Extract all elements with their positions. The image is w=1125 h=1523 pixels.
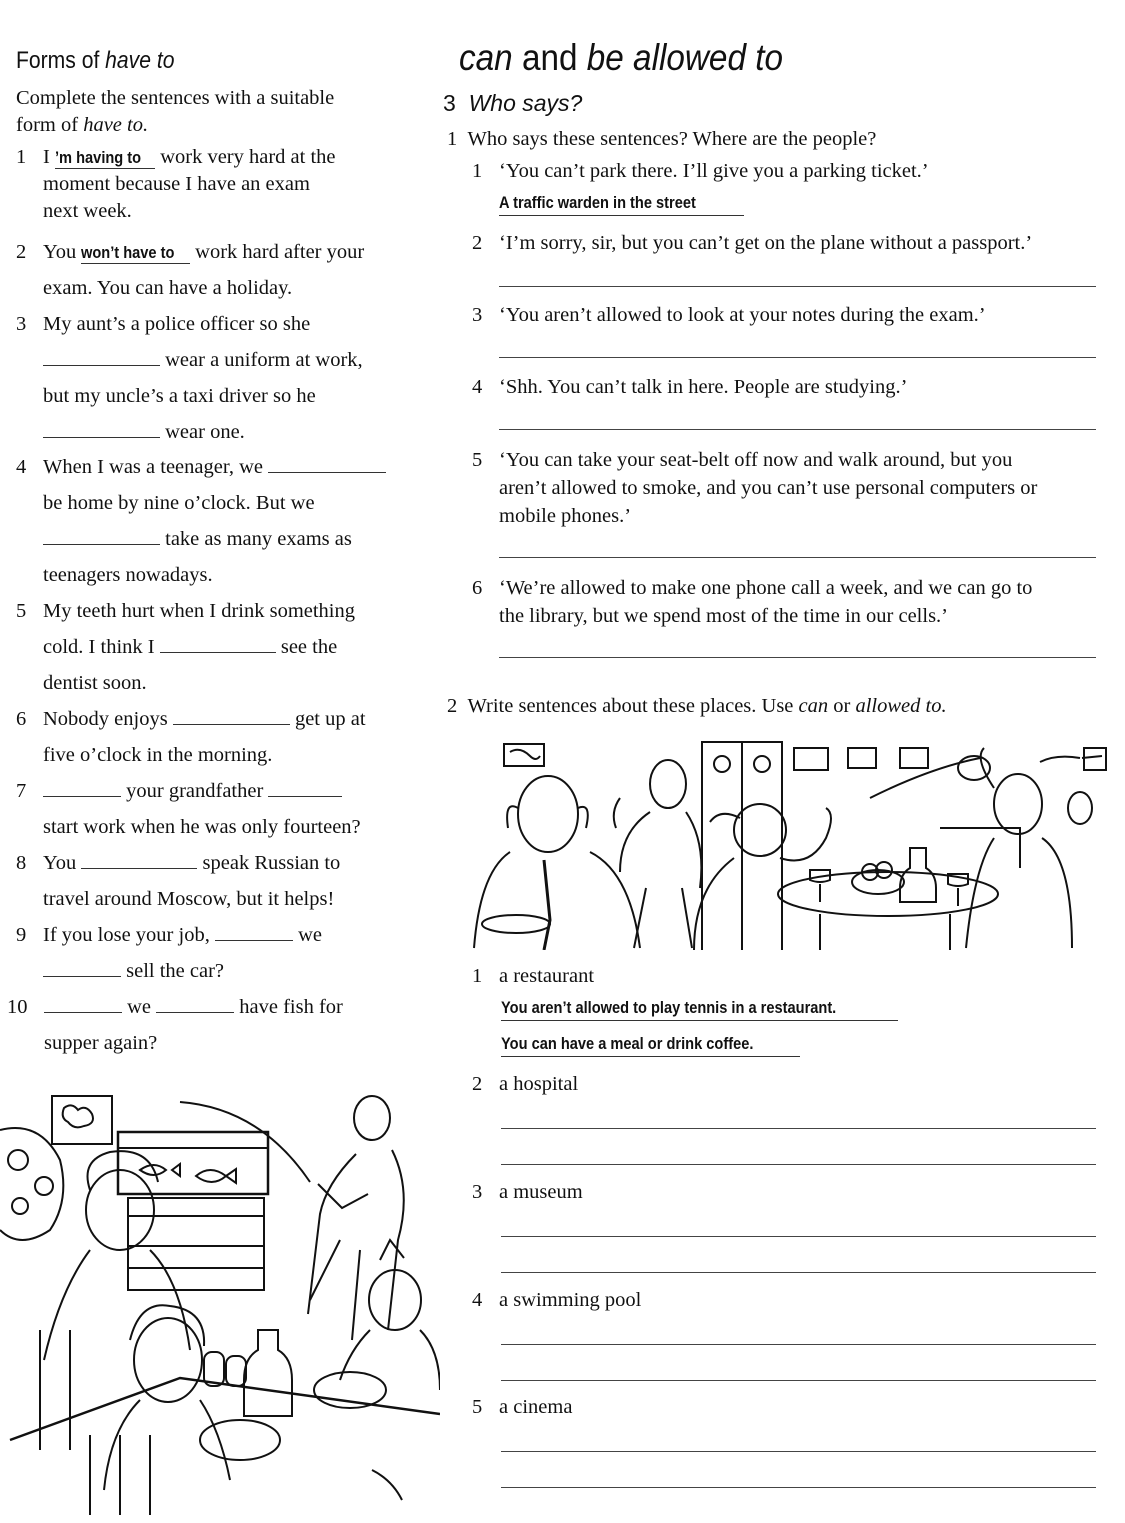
exercise-item-4 <box>16 449 436 593</box>
exercise-text: Write sentences about these places. Use <box>467 695 799 717</box>
quote-line: ‘We’re allowed to make one phone call a week, and we can go to <box>499 577 1033 599</box>
answer-line <box>81 242 190 264</box>
item-text: When I was a teenager, we <box>43 456 264 478</box>
item-number: 7 <box>16 780 27 802</box>
item-line <box>43 701 436 737</box>
item-number: 1 <box>16 146 27 168</box>
answer-line[interactable] <box>501 1451 1096 1452</box>
item-line: but my uncle’s a taxi driver so he <box>43 385 316 407</box>
place-label: a museum <box>499 1181 583 1203</box>
exercise-1-instruction <box>447 126 876 153</box>
item-text: You <box>43 241 82 263</box>
grumpy-man-head <box>134 1318 202 1402</box>
answer-line[interactable] <box>501 1128 1096 1129</box>
item-number: 6 <box>472 577 483 599</box>
sauce-bottle <box>244 1330 292 1416</box>
right-section-title <box>459 37 783 79</box>
item-text: cold. I think I <box>43 636 160 658</box>
instruction-italic: have to. <box>83 114 149 136</box>
item-text: Nobody enjoys <box>43 708 173 730</box>
item-number: 2 <box>16 241 27 263</box>
answer-line[interactable] <box>501 1236 1096 1237</box>
answer-blank[interactable] <box>160 634 276 653</box>
place-label: a restaurant <box>499 965 595 987</box>
answer-blank[interactable] <box>43 526 160 545</box>
item-line: My aunt’s a police officer so she <box>43 313 311 335</box>
quote-line: ‘I’m sorry, sir, but you can’t get on the plane without a passport.’ <box>499 232 1033 254</box>
answer-line[interactable] <box>499 557 1096 558</box>
exercise-2-instruction <box>447 693 947 720</box>
place-item-3 <box>472 1179 1112 1206</box>
quote-line: ‘You aren’t allowed to look at your notes during the exam.’ <box>499 304 986 326</box>
answer-blank[interactable] <box>156 994 234 1013</box>
item-number: 9 <box>16 924 27 946</box>
item-number: 6 <box>16 708 27 730</box>
cabinet <box>128 1198 264 1290</box>
item-line: teenagers nowadays. <box>43 564 213 586</box>
section-title: Who says? <box>468 90 583 116</box>
exercise-item-3 <box>16 306 436 450</box>
item-line <box>43 144 436 171</box>
item-text: work hard after your <box>190 241 365 263</box>
handwritten-answer: won’t have to <box>81 243 175 262</box>
wall-picture <box>52 1096 112 1144</box>
answer-blank[interactable] <box>268 454 386 473</box>
section-number: 3 <box>443 90 456 116</box>
diner-man-head <box>518 776 578 852</box>
item-number: 5 <box>16 600 27 622</box>
left-instruction <box>16 85 416 139</box>
item-line: supper again? <box>44 1032 158 1054</box>
answer-line <box>499 193 744 216</box>
item-text: sell the car? <box>121 960 225 982</box>
item-line <box>43 629 436 665</box>
left-title-text: Forms of <box>16 47 106 74</box>
plate <box>200 1420 280 1460</box>
exercise-text: or <box>828 695 856 717</box>
item-text: we <box>292 924 322 946</box>
answer-line[interactable] <box>499 357 1096 358</box>
instruction-line <box>16 112 416 139</box>
answer-blank[interactable] <box>44 994 122 1013</box>
item-number: 3 <box>472 304 483 326</box>
handwritten-answer: ’m having to <box>54 148 142 167</box>
answer-line <box>501 1034 800 1057</box>
item-line: start work when he was only fourteen? <box>43 816 361 838</box>
item-line <box>43 917 436 953</box>
item-line: next week. <box>43 200 132 222</box>
item-line: exam. You can have a holiday. <box>43 277 293 299</box>
exercise-italic: allowed to. <box>855 695 947 717</box>
place-item-5 <box>472 1394 1112 1421</box>
who-says-item-2 <box>472 230 1112 257</box>
who-says-item-3 <box>472 302 1112 329</box>
quote-line: ‘You can’t park there. I’ll give you a parking ticket.’ <box>499 160 929 182</box>
man-head <box>354 1096 390 1140</box>
instruction-text: form of <box>16 114 84 136</box>
answer-blank[interactable] <box>43 958 121 977</box>
item-number: 2 <box>472 1073 483 1095</box>
answer-line[interactable] <box>499 657 1096 658</box>
title-italic: can <box>459 37 513 78</box>
item-line <box>43 773 436 809</box>
boy-head <box>369 1270 421 1330</box>
item-line <box>43 414 436 450</box>
item-text: wear a uniform at work, <box>160 349 363 371</box>
answer-line[interactable] <box>499 286 1096 287</box>
quote-line: ‘You can take your seat-belt off now and walk around, but you <box>499 449 1013 471</box>
who-says-item-6 <box>472 574 1112 630</box>
plate <box>482 915 550 933</box>
exercise-item-7 <box>16 773 436 845</box>
item-line: dentist soon. <box>43 672 147 694</box>
title-italic: be allowed to <box>586 37 783 78</box>
handwritten-answer: You aren’t allowed to play tennis in a restaurant. <box>501 998 837 1017</box>
item-text: see the <box>275 636 338 658</box>
item-number: 4 <box>472 376 483 398</box>
waiter-head <box>650 760 686 808</box>
item-text: You <box>43 852 82 874</box>
item-text: speak Russian to <box>197 852 341 874</box>
quote-line: ‘Shh. You can’t talk in here. People are studying.’ <box>499 376 908 398</box>
restaurant-illustration <box>470 738 1110 950</box>
answer-line[interactable] <box>501 1380 1096 1381</box>
place-item-1 <box>472 963 1112 990</box>
exercise-italic: can <box>798 695 829 717</box>
title-text: and <box>512 37 587 78</box>
dining-table <box>10 1378 440 1440</box>
answer-line <box>55 147 155 169</box>
kitchen-doors <box>702 742 782 950</box>
item-number: 5 <box>472 449 483 471</box>
place-label: a cinema <box>499 1396 573 1418</box>
answer-blank[interactable] <box>81 850 197 869</box>
tennis-player-head <box>994 774 1042 834</box>
who-says-item-5 <box>472 446 1112 530</box>
left-section-title <box>16 47 174 75</box>
exercise-item-1 <box>16 144 436 225</box>
left-title-italic: have to <box>105 47 175 74</box>
handwritten-answer: You can have a meal or drink coffee. <box>501 1034 754 1053</box>
exercise-item-2 <box>16 234 436 306</box>
item-text: take as many exams as <box>160 528 352 550</box>
quote-line: the library, but we spend most of the time in our cells.’ <box>499 605 948 627</box>
answer-blank[interactable] <box>43 347 160 366</box>
place-item-2 <box>472 1071 1112 1098</box>
item-line <box>43 521 436 557</box>
item-text: wear one. <box>160 421 245 443</box>
item-line <box>44 989 437 1025</box>
exercise-item-10 <box>7 989 437 1061</box>
woman-head <box>86 1170 154 1250</box>
item-text: I <box>43 146 55 168</box>
answer-line[interactable] <box>501 1487 1096 1488</box>
item-number: 5 <box>472 1396 483 1418</box>
item-number: 8 <box>16 852 27 874</box>
exercise-number: 1 <box>447 128 458 150</box>
answer-blank[interactable] <box>215 922 293 941</box>
answer-blank[interactable] <box>43 778 121 797</box>
item-number: 2 <box>472 232 483 254</box>
place-item-4 <box>472 1287 1112 1314</box>
answer-line[interactable] <box>501 1344 1096 1345</box>
quote-line: mobile phones.’ <box>499 505 632 527</box>
item-text: get up at <box>289 708 366 730</box>
answer-line[interactable] <box>501 1272 1096 1273</box>
item-number: 3 <box>472 1181 483 1203</box>
item-number: 4 <box>472 1289 483 1311</box>
place-label: a hospital <box>499 1073 579 1095</box>
item-line <box>43 953 436 989</box>
handwritten-answer: A traffic warden in the street <box>499 193 696 212</box>
quote-line: aren’t allowed to smoke, and you can’t use personal computers or <box>499 477 1038 499</box>
section-heading <box>443 90 582 117</box>
exercise-item-5 <box>16 593 436 701</box>
item-line: be home by nine o’clock. But we <box>43 492 315 514</box>
item-line: moment because I have an exam <box>43 173 310 195</box>
item-number: 1 <box>472 965 483 987</box>
exercise-item-6 <box>16 701 436 773</box>
item-text: have fish for <box>234 996 343 1018</box>
exercise-number: 2 <box>447 695 458 717</box>
item-line: five o’clock in the morning. <box>43 744 273 766</box>
who-says-item-4 <box>472 374 1112 401</box>
item-number: 10 <box>7 996 28 1018</box>
wall-picture <box>504 744 544 766</box>
item-line: My teeth hurt when I drink something <box>43 600 356 622</box>
item-text: If you lose your job, <box>43 924 215 946</box>
family-dinner-illustration <box>0 1090 440 1515</box>
who-says-item-1 <box>472 158 1112 185</box>
exercise-text: Who says these sentences? Where are the people? <box>467 128 877 150</box>
answer-blank[interactable] <box>43 419 160 438</box>
item-line: travel around Moscow, but it helps! <box>43 888 335 910</box>
fish-tank <box>118 1132 268 1194</box>
item-line <box>43 342 436 378</box>
item-text: your grandfather <box>121 780 264 802</box>
item-line <box>43 449 436 485</box>
item-number: 1 <box>472 160 483 182</box>
item-number: 4 <box>16 456 27 478</box>
exercise-item-8 <box>16 845 436 917</box>
item-number: 3 <box>16 313 27 335</box>
exercise-item-9 <box>16 917 436 989</box>
item-text: we <box>122 996 157 1018</box>
answer-blank[interactable] <box>173 706 290 725</box>
place-label: a swimming pool <box>499 1289 642 1311</box>
answer-blank[interactable] <box>268 778 342 797</box>
instruction-line: Complete the sentences with a suitable <box>16 87 335 109</box>
answer-line <box>501 998 898 1021</box>
item-line <box>43 234 436 270</box>
wine-bottle <box>900 848 936 902</box>
item-text: work very hard at the <box>155 146 336 168</box>
answer-line[interactable] <box>499 429 1096 430</box>
answer-line[interactable] <box>501 1164 1096 1165</box>
item-line <box>43 845 436 881</box>
